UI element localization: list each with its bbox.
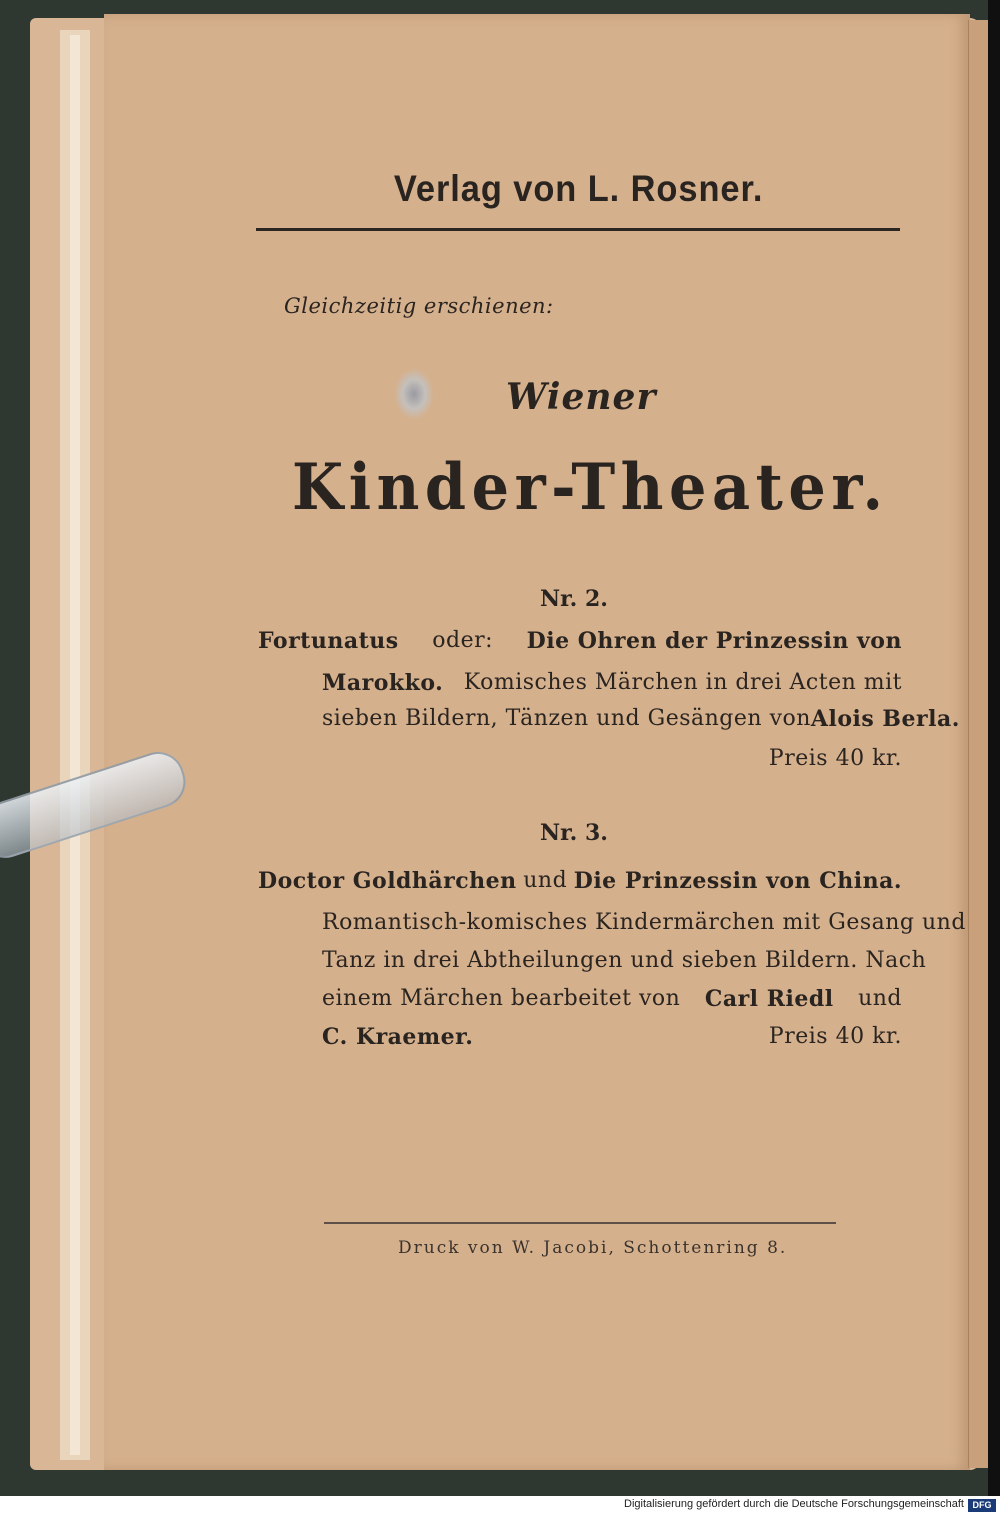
entry-description: Romantisch-komisches Kindermärchen mit Gesang und: [322, 910, 966, 935]
entry-author: C. Kraemer.: [322, 1024, 474, 1050]
footer-rule: [324, 1222, 836, 1224]
dfg-logo-icon: DFG: [968, 1499, 996, 1512]
entry-desc-line: [322, 910, 966, 935]
entry-title-b: Die Ohren der Prinzessin von: [526, 628, 902, 654]
entry-conjunction: oder:: [432, 628, 494, 653]
series-title-line1: Wiener: [506, 376, 657, 418]
entry-author: Alois Berla.: [810, 706, 960, 732]
entry-desc-line: [322, 670, 902, 696]
publisher-title: Verlag von L. Rosner.: [394, 168, 764, 209]
entry-description: einem Märchen bearbeitet von: [322, 986, 681, 1011]
paper-stain: [394, 368, 434, 420]
entry-desc-line: [322, 986, 902, 1012]
entry-desc-line: [322, 1024, 902, 1050]
entry-title-line: [258, 628, 902, 654]
entry-author: Carl Riedl: [704, 986, 834, 1012]
page-edge-light: [70, 35, 80, 1455]
scan-border: [988, 0, 1000, 1496]
entry-desc-line: [322, 706, 960, 732]
entry-title-a: Doctor Goldhärchen: [258, 868, 517, 894]
entry-description: sieben Bildern, Tänzen und Gesängen von: [322, 706, 811, 731]
entry-conjunction: und: [523, 868, 568, 893]
intro-text: Gleichzeitig erschienen:: [284, 294, 554, 318]
printer-imprint: Druck von W. Jacobi, Schottenring 8.: [398, 1238, 788, 1258]
series-title-line2: Kinder-Theater.: [292, 450, 889, 525]
entry-description: Komisches Märchen in drei Acten mit: [463, 670, 902, 695]
entry-desc-line: [322, 948, 927, 973]
entry-number: Nr. 3.: [540, 820, 608, 846]
entry-price: Preis 40 kr.: [768, 1024, 902, 1049]
entry-title-b: Die Prinzessin von China.: [573, 868, 902, 894]
publisher-header: [258, 168, 900, 210]
entry-price: Preis 40 kr.: [768, 746, 902, 771]
header-rule: [256, 228, 900, 231]
entry-description: Tanz in drei Abtheilungen und sieben Bildern. Nach: [322, 948, 927, 973]
entry-title-b-cont: Marokko.: [322, 670, 444, 696]
entry-title-a: Fortunatus: [258, 628, 399, 654]
funding-credit: Digitalisierung gefördert durch die Deutsche Forschungsgemeinschaft: [624, 1498, 964, 1510]
entry-title-line: [258, 868, 902, 894]
entry-conjunction: und: [858, 986, 902, 1011]
entry-number: Nr. 2.: [540, 586, 608, 612]
